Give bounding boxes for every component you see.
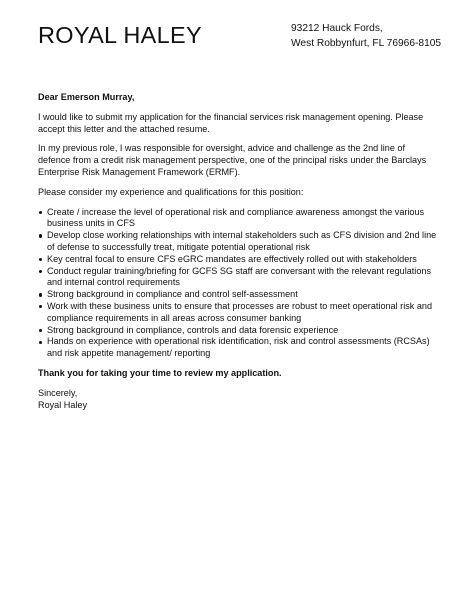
list-item: Conduct regular training/briefing for GCFS SG staff are conversant with the relevant regulations and internal control requirements <box>38 266 438 290</box>
list-item: Create / increase the level of operational risk and compliance awareness amongst the various business units in CFS <box>38 207 438 231</box>
letter-header <box>38 18 442 58</box>
thank-you-line: Thank you for taking your time to review my application. <box>38 367 282 378</box>
list-item: Strong background in compliance and control self-assessment <box>38 289 438 301</box>
salutation: Dear Emerson Murray, <box>38 92 135 102</box>
address-line-1: 93212 Hauck Fords, <box>291 23 383 34</box>
paragraph-intro: I would like to submit my application for the financial services risk management opening. Please accept this letter and the attached resume. <box>38 111 424 134</box>
list-item: Hands on experience with operational risk identification, risk and control assessments (RCSAs) and risk appetite management/ reporting <box>38 336 438 360</box>
letter-body <box>38 92 438 411</box>
closing <box>38 388 438 412</box>
qualifications-list <box>38 207 438 360</box>
list-item: Work with these business units to ensure that processes are robust to meet operational risk and compliance requirements in all areas across consumer banking <box>38 301 438 325</box>
applicant-address <box>291 22 441 51</box>
list-item: Develop close working relationships with internal stakeholders such as CFS division and 2nd line of defense to successfully treat, mitigate potential operational risk <box>38 230 438 254</box>
signature-name: Royal Haley <box>38 399 88 410</box>
list-item: Key central focal to ensure CFS eGRC mandates are effectively rolled out with stakeholders <box>38 254 438 266</box>
closing-word: Sincerely, <box>38 387 78 398</box>
address-line-2: West Robbynfurt, FL 76966-8105 <box>291 37 442 49</box>
list-item: Strong background in compliance, controls and data forensic experience <box>38 325 438 337</box>
applicant-name: ROYAL HALEY <box>38 22 202 48</box>
paragraph-qualifications-intro: Please consider my experience and qualifications for this position: <box>38 186 304 197</box>
paragraph-previous-role: In my previous role, I was responsible for oversight, advice and challenge as the 2nd line of defence from a credit risk management perspective, one of the principal risks under the Barclays Enterprise Risk Management Framework (ERMF). <box>38 143 427 177</box>
